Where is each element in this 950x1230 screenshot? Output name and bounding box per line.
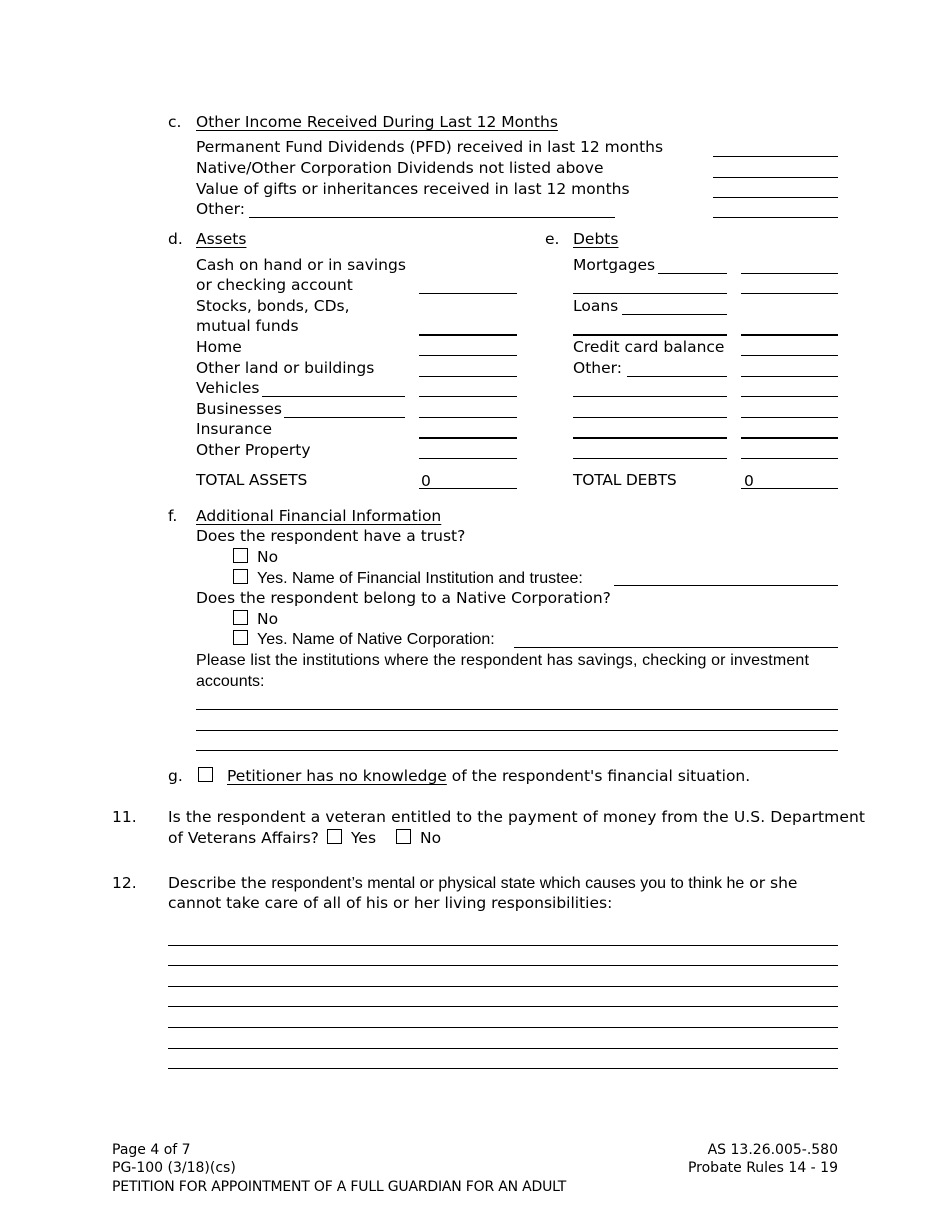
description-line[interactable]: [168, 1068, 838, 1069]
other-debt-field[interactable]: [741, 376, 838, 377]
description-line[interactable]: [168, 1006, 838, 1007]
debt-line[interactable]: [741, 396, 838, 397]
other-income-description-field[interactable]: [249, 217, 615, 218]
description-line[interactable]: [168, 1027, 838, 1028]
gifts-field[interactable]: [713, 197, 838, 198]
other-land-field[interactable]: [419, 376, 517, 377]
total-debts-field[interactable]: [741, 488, 838, 489]
native-dividends-field[interactable]: [713, 177, 838, 178]
veteran-no-label: No: [420, 829, 442, 847]
page-number: Page 4 of 7: [112, 1142, 191, 1158]
asset-label: mutual funds: [196, 317, 299, 335]
form-title: PETITION FOR APPOINTMENT OF A FULL GUARDIAN FOR AN ADULT: [112, 1179, 567, 1195]
asset-label: Home: [196, 338, 242, 356]
section-e-letter: e.: [545, 230, 560, 248]
item-11-number: 11.: [112, 808, 137, 826]
institutions-line[interactable]: [196, 750, 838, 751]
native-corp-yes-checkbox[interactable]: [233, 630, 248, 645]
debt-line[interactable]: [741, 417, 838, 418]
trust-no-label: No: [257, 548, 279, 566]
trustee-name-field[interactable]: [614, 585, 838, 586]
section-g-letter: g.: [168, 767, 183, 785]
asset-label: Insurance: [196, 420, 273, 438]
debt-label: Other:: [573, 359, 622, 377]
debt-line[interactable]: [741, 437, 838, 439]
other-income-amount-field[interactable]: [713, 217, 838, 218]
asset-label: Cash on hand or in savings: [196, 256, 406, 274]
pfd-label: Permanent Fund Dividends (PFD) received in last 12 months: [196, 138, 664, 156]
debt-line[interactable]: [741, 458, 838, 459]
mortgages-field[interactable]: [741, 273, 838, 274]
pfd-field[interactable]: [713, 156, 838, 157]
section-c-letter: c.: [168, 113, 182, 131]
native-corp-yes-label: Yes. Name of Native Corporation:: [257, 631, 495, 648]
item-12-question-cont: cannot take care of all of his or her living responsibilities:: [168, 894, 613, 912]
item-12-question: Describe the respondent’s mental or physical state which causes you to think he or she: [168, 874, 798, 892]
total-assets-label: TOTAL ASSETS: [196, 471, 308, 489]
vehicles-description-field[interactable]: [262, 396, 405, 397]
item-12-number: 12.: [112, 874, 137, 892]
institutions-line[interactable]: [196, 709, 838, 710]
debt-line[interactable]: [573, 396, 727, 397]
stocks-field[interactable]: [419, 334, 517, 336]
native-corp-no-label: No: [257, 610, 279, 628]
asset-label: Other land or buildings: [196, 359, 375, 377]
veteran-no-checkbox[interactable]: [396, 829, 411, 844]
item-11-question-cont: of Veterans Affairs?: [168, 829, 319, 847]
veteran-yes-label: Yes: [351, 829, 377, 847]
trust-yes-label: Yes. Name of Financial Institution and trustee:: [257, 570, 583, 587]
veteran-yes-checkbox[interactable]: [327, 829, 342, 844]
asset-label: or checking account: [196, 276, 353, 294]
businesses-field[interactable]: [419, 417, 517, 418]
mortgages-description-field[interactable]: [658, 273, 727, 274]
probate-rules: Probate Rules 14 - 19: [687, 1160, 838, 1176]
section-e-heading: Debts: [573, 230, 619, 248]
trust-yes-checkbox[interactable]: [233, 569, 248, 584]
vehicles-field[interactable]: [419, 396, 517, 397]
total-assets-field[interactable]: [419, 488, 517, 489]
total-debts-label: TOTAL DEBTS: [573, 471, 677, 489]
item-11-question: Is the respondent a veteran entitled to the payment of money from the U.S. Department: [168, 808, 866, 826]
debt-line[interactable]: [573, 458, 727, 459]
section-f-heading: Additional Financial Information: [196, 507, 442, 525]
debt-line[interactable]: [573, 293, 727, 294]
businesses-description-field[interactable]: [284, 417, 405, 418]
asset-label: Businesses: [196, 400, 282, 418]
cash-field[interactable]: [419, 293, 517, 294]
section-c-heading: Other Income Received During Last 12 Months: [196, 113, 558, 131]
native-corp-no-checkbox[interactable]: [233, 610, 248, 625]
debt-label: Mortgages: [573, 256, 656, 274]
debt-line[interactable]: [573, 417, 727, 418]
no-knowledge-label: Petitioner has no knowledge of the respondent's financial situation.: [227, 767, 751, 785]
no-knowledge-checkbox[interactable]: [198, 767, 213, 782]
trust-question: Does the respondent have a trust?: [196, 527, 466, 545]
description-line[interactable]: [168, 1048, 838, 1049]
total-assets-value: 0: [421, 472, 431, 490]
section-d-heading: Assets: [196, 230, 247, 248]
asset-label: Vehicles: [196, 379, 260, 397]
section-f-letter: f.: [168, 507, 178, 525]
native-dividends-label: Native/Other Corporation Dividends not listed above: [196, 159, 604, 177]
section-d-letter: d.: [168, 230, 183, 248]
form-number: PG-100 (3/18)(cs): [112, 1160, 236, 1176]
native-corp-name-field[interactable]: [514, 647, 838, 648]
other-debt-description-field[interactable]: [627, 376, 727, 377]
loans-description-field[interactable]: [622, 314, 727, 315]
debt-line[interactable]: [573, 437, 727, 439]
home-field[interactable]: [419, 355, 517, 356]
institutions-question-cont: accounts:: [196, 673, 265, 690]
debt-line[interactable]: [573, 334, 727, 336]
insurance-field[interactable]: [419, 437, 517, 439]
institutions-line[interactable]: [196, 730, 838, 731]
debt-line[interactable]: [741, 293, 838, 294]
total-debts-value: 0: [744, 472, 754, 490]
statute-reference: AS 13.26.005-.580: [707, 1142, 838, 1158]
description-line[interactable]: [168, 945, 838, 946]
description-line[interactable]: [168, 965, 838, 966]
gifts-label: Value of gifts or inheritances received in last 12 months: [196, 180, 630, 198]
debt-label: Loans: [573, 297, 619, 315]
native-corp-question: Does the respondent belong to a Native Corporation?: [196, 589, 611, 607]
debt-label: Credit card balance: [573, 338, 725, 356]
credit-card-field[interactable]: [741, 355, 838, 356]
description-line[interactable]: [168, 986, 838, 987]
institutions-question: Please list the institutions where the respondent has savings, checking or investment: [196, 652, 810, 669]
other-income-label: Other:: [196, 200, 245, 218]
asset-label: Other Property: [196, 441, 311, 459]
asset-label: Stocks, bonds, CDs,: [196, 297, 350, 315]
loans-field[interactable]: [741, 334, 838, 336]
trust-no-checkbox[interactable]: [233, 548, 248, 563]
other-property-field[interactable]: [419, 458, 517, 459]
